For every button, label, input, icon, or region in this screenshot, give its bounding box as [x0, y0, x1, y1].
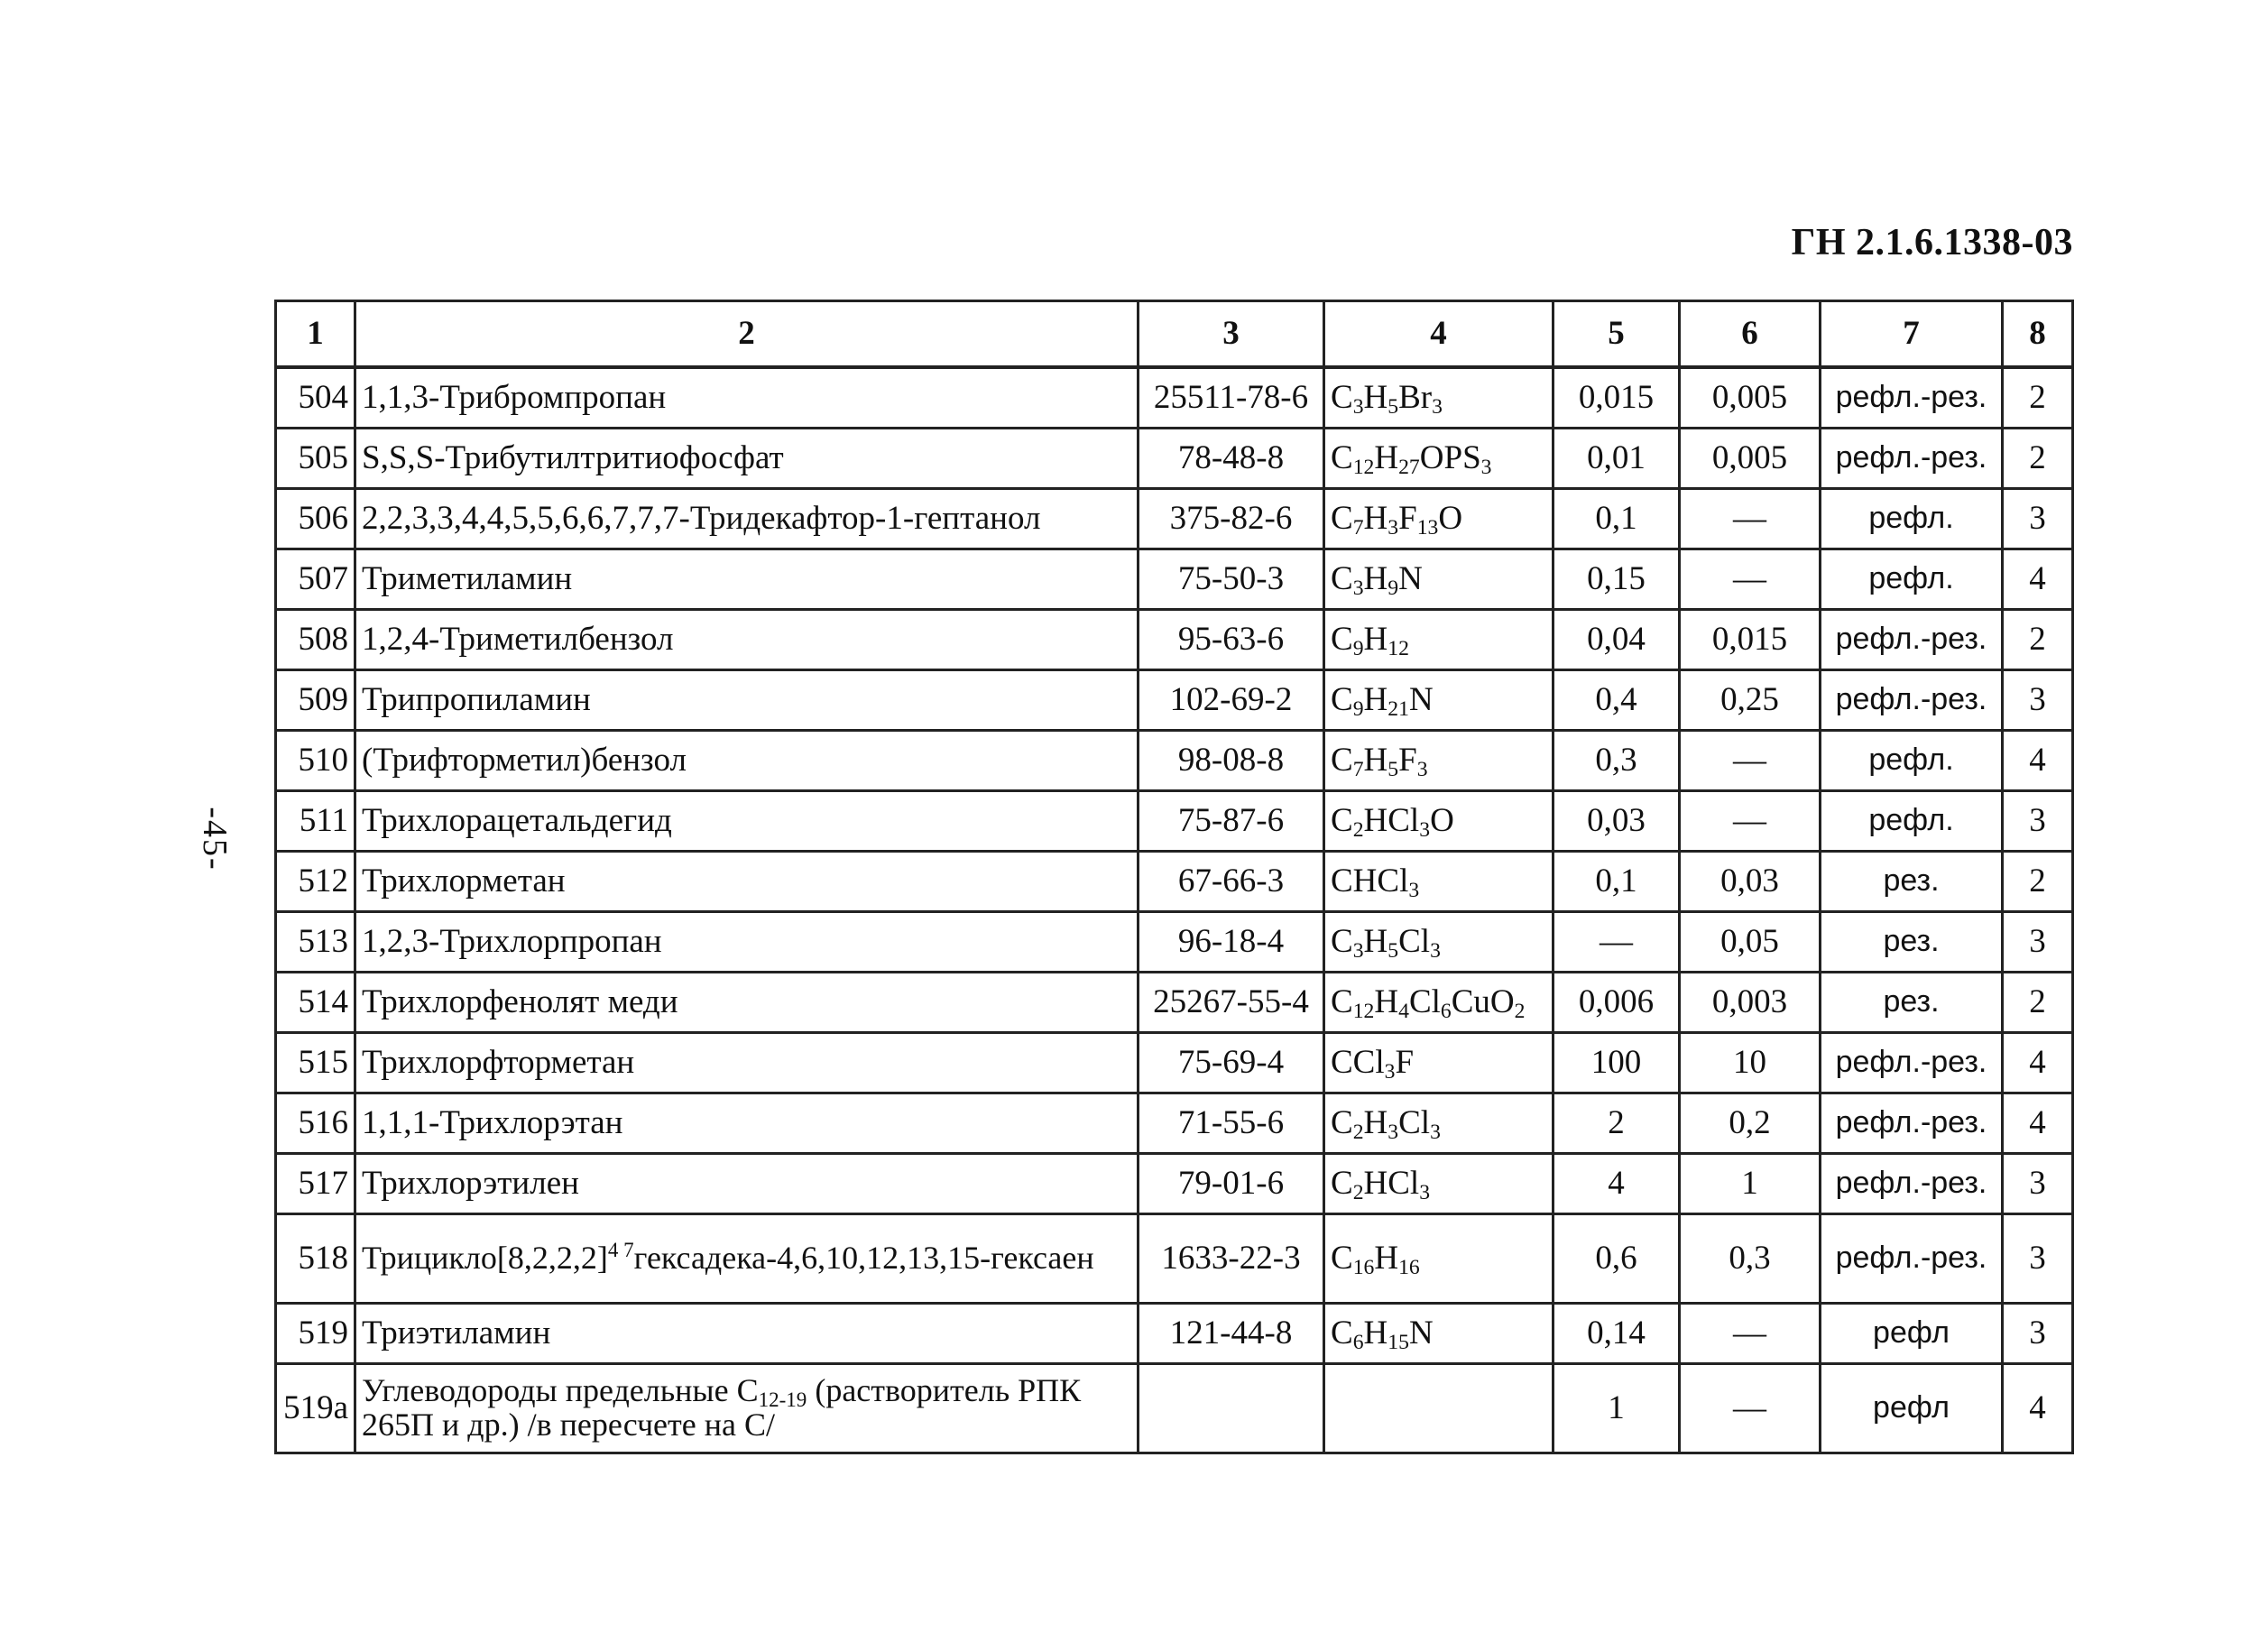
mpc-daily-average: 0,25: [1680, 670, 1821, 731]
column-header: 4: [1324, 301, 1553, 368]
substance-name: 1,2,4-Триметилбензол: [355, 610, 1139, 670]
table-row: [276, 367, 2073, 429]
mpc-max-single: 1: [1553, 1364, 1680, 1453]
table-row: [276, 973, 2073, 1033]
cas-number: 79-01-6: [1139, 1154, 1324, 1214]
hazard-class: 4: [2003, 1364, 2073, 1453]
substance-name: $Трицикло[8,2,2,2]^{4 7}гексадека-4,6,10,12,13,15$-гексаен: [355, 1214, 1139, 1304]
chemical-formula: [1324, 1364, 1553, 1453]
hazard-class: 4: [2003, 731, 2073, 791]
substance-name: Углеводороды предельные $C_{12-19}$ (растворитель РПК 265П и др.) /в пересчете на С/: [355, 1364, 1139, 1453]
chemical-formula: $C_{12}H_{27}OPS_3$: [1324, 429, 1553, 489]
table-row: [276, 1093, 2073, 1154]
table-row: [276, 1304, 2073, 1364]
table-row: [276, 610, 2073, 670]
hazard-effect: рефл: [1821, 1304, 2003, 1364]
chemical-formula: $C_3H_5Cl_3$: [1324, 912, 1553, 973]
hazard-class: 2: [2003, 973, 2073, 1033]
chemical-formula: $C_{16}H_{16}$: [1324, 1214, 1553, 1304]
hazard-class: 4: [2003, 1033, 2073, 1093]
chemical-formula: $C_9H_{12}$: [1324, 610, 1553, 670]
mpc-max-single: 0,4: [1553, 670, 1680, 731]
mpc-daily-average: 0,015: [1680, 610, 1821, 670]
hazard-effect: рефл.-рез.: [1821, 670, 2003, 731]
substance-name: 1,1,1-Трихлорэтан: [355, 1093, 1139, 1154]
hazard-effect: рефл.: [1821, 791, 2003, 852]
table-row: [276, 549, 2073, 610]
hazard-class: 3: [2003, 912, 2073, 973]
substance-name: (Трифторметил)бензол: [355, 731, 1139, 791]
cas-number: 78-48-8: [1139, 429, 1324, 489]
chemical-formula: $C_2HCl_3$: [1324, 1154, 1553, 1214]
row-number: 509: [276, 670, 355, 731]
table-row: [276, 791, 2073, 852]
mpc-daily-average: 0,005: [1680, 367, 1821, 429]
table-row: [276, 1154, 2073, 1214]
row-number: 515: [276, 1033, 355, 1093]
column-header: 2: [355, 301, 1139, 368]
mpc-daily-average: 10: [1680, 1033, 1821, 1093]
document-code: ГН 2.1.6.1338-03: [1791, 222, 2073, 263]
hazard-effect: рефл.-рез.: [1821, 367, 2003, 429]
row-number: 513: [276, 912, 355, 973]
cas-number: 75-69-4: [1139, 1033, 1324, 1093]
row-number: 517: [276, 1154, 355, 1214]
table-row: [276, 670, 2073, 731]
hazard-effect: рефл.-рез.: [1821, 1154, 2003, 1214]
mpc-max-single: —: [1553, 912, 1680, 973]
hazard-effect: рез.: [1821, 912, 2003, 973]
page-number: -45-: [196, 807, 234, 872]
row-number: 508: [276, 610, 355, 670]
hazard-class: 3: [2003, 791, 2073, 852]
table-row: [276, 912, 2073, 973]
hazard-effect: рефл.: [1821, 489, 2003, 549]
substance-name: Триметиламин: [355, 549, 1139, 610]
mpc-max-single: 0,1: [1553, 489, 1680, 549]
mpc-daily-average: —: [1680, 489, 1821, 549]
mpc-max-single: 0,04: [1553, 610, 1680, 670]
row-number: 504: [276, 367, 355, 429]
table-row: [276, 1364, 2073, 1453]
column-header: 5: [1553, 301, 1680, 368]
chemical-formula: CHCl$_3$: [1324, 852, 1553, 912]
hazard-effect: рефл.-рез.: [1821, 429, 2003, 489]
hazard-class: 4: [2003, 549, 2073, 610]
row-number: 519: [276, 1304, 355, 1364]
mpc-daily-average: 1: [1680, 1154, 1821, 1214]
mpc-daily-average: 0,3: [1680, 1214, 1821, 1304]
cas-number: 25267-55-4: [1139, 973, 1324, 1033]
hazard-class: 3: [2003, 670, 2073, 731]
row-number: 519a: [276, 1364, 355, 1453]
chemical-formula: $C_3H_5Br_3$: [1324, 367, 1553, 429]
cas-number: 67-66-3: [1139, 852, 1324, 912]
mpc-max-single: 0,15: [1553, 549, 1680, 610]
substance-name: 1,2,3-Трихлорпропан: [355, 912, 1139, 973]
chemical-formula: $C_{12}H_4Cl_6CuO_2$: [1324, 973, 1553, 1033]
hazard-effect: рефл: [1821, 1364, 2003, 1453]
mpc-daily-average: 0,03: [1680, 852, 1821, 912]
cas-number: 25511-78-6: [1139, 367, 1324, 429]
hazard-class: 2: [2003, 610, 2073, 670]
substance-name: Трихлорметан: [355, 852, 1139, 912]
table-header-row: [276, 301, 2073, 368]
hazard-effect: рез.: [1821, 852, 2003, 912]
row-number: 516: [276, 1093, 355, 1154]
cas-number: 1633-22-3: [1139, 1214, 1324, 1304]
chemical-formula: CCl$_3$F: [1324, 1033, 1553, 1093]
hazard-effect: рез.: [1821, 973, 2003, 1033]
cas-number: 75-50-3: [1139, 549, 1324, 610]
chemical-formula: $C_2H_3Cl_3$: [1324, 1093, 1553, 1154]
substance-name: Трихлорфенолят меди: [355, 973, 1139, 1033]
hazard-class: 3: [2003, 1214, 2073, 1304]
table-row: [276, 1214, 2073, 1304]
hazard-class: 3: [2003, 1304, 2073, 1364]
hazard-class: 3: [2003, 1154, 2073, 1214]
substance-name: 1,1,3-Трибромпропан: [355, 367, 1139, 429]
cas-number: 121-44-8: [1139, 1304, 1324, 1364]
cas-number: 96-18-4: [1139, 912, 1324, 973]
substance-name: Трихлорацетальдегид: [355, 791, 1139, 852]
mpc-daily-average: —: [1680, 1364, 1821, 1453]
row-number: 510: [276, 731, 355, 791]
hazard-effect: рефл.-рез.: [1821, 1214, 2003, 1304]
mpc-daily-average: —: [1680, 731, 1821, 791]
row-number: 512: [276, 852, 355, 912]
table-row: [276, 1033, 2073, 1093]
cas-number: 75-87-6: [1139, 791, 1324, 852]
hazard-effect: рефл.: [1821, 731, 2003, 791]
substance-name: Трихлорфторметан: [355, 1033, 1139, 1093]
mpc-daily-average: —: [1680, 549, 1821, 610]
row-number: 505: [276, 429, 355, 489]
substances-table: [274, 300, 2074, 1454]
cas-number: [1139, 1364, 1324, 1453]
substance-name: Трихлорэтилен: [355, 1154, 1139, 1214]
chemical-formula: $C_7H_5F_3$: [1324, 731, 1553, 791]
substance-name: Трипропиламин: [355, 670, 1139, 731]
chemical-formula: $C_6H_{15}N$: [1324, 1304, 1553, 1364]
chemical-formula: $C_7H_3F_{13}O$: [1324, 489, 1553, 549]
mpc-max-single: 0,01: [1553, 429, 1680, 489]
column-header: 6: [1680, 301, 1821, 368]
row-number: 511: [276, 791, 355, 852]
table-row: [276, 852, 2073, 912]
mpc-daily-average: 0,005: [1680, 429, 1821, 489]
mpc-max-single: 0,03: [1553, 791, 1680, 852]
mpc-max-single: 0,3: [1553, 731, 1680, 791]
cas-number: 102-69-2: [1139, 670, 1324, 731]
hazard-effect: рефл.-рез.: [1821, 1033, 2003, 1093]
chemical-formula: $C_9H_{21}N$: [1324, 670, 1553, 731]
substance-name: S,S,S-Трибутилтритиофосфат: [355, 429, 1139, 489]
chemical-formula: $C_2HCl_3O$: [1324, 791, 1553, 852]
mpc-max-single: 2: [1553, 1093, 1680, 1154]
column-header: 7: [1821, 301, 2003, 368]
table-row: [276, 731, 2073, 791]
column-header: 3: [1139, 301, 1324, 368]
row-number: 506: [276, 489, 355, 549]
hazard-effect: рефл.: [1821, 549, 2003, 610]
substance-name: 2,2,3,3,4,4,5,5,6,6,7,7,7-Тридекафтор-1-гептанол: [355, 489, 1139, 549]
table-row: [276, 489, 2073, 549]
cas-number: 95-63-6: [1139, 610, 1324, 670]
mpc-max-single: 0,6: [1553, 1214, 1680, 1304]
mpc-daily-average: —: [1680, 791, 1821, 852]
substance-name: Триэтиламин: [355, 1304, 1139, 1364]
mpc-max-single: 4: [1553, 1154, 1680, 1214]
hazard-effect: рефл.-рез.: [1821, 1093, 2003, 1154]
row-number: 507: [276, 549, 355, 610]
mpc-daily-average: 0,05: [1680, 912, 1821, 973]
cas-number: 375-82-6: [1139, 489, 1324, 549]
hazard-effect: рефл.-рез.: [1821, 610, 2003, 670]
table-row: [276, 429, 2073, 489]
mpc-daily-average: —: [1680, 1304, 1821, 1364]
row-number: 514: [276, 973, 355, 1033]
hazard-class: 2: [2003, 367, 2073, 429]
mpc-max-single: 0,14: [1553, 1304, 1680, 1364]
hazard-class: 2: [2003, 429, 2073, 489]
cas-number: 98-08-8: [1139, 731, 1324, 791]
mpc-max-single: 0,006: [1553, 973, 1680, 1033]
mpc-max-single: 0,015: [1553, 367, 1680, 429]
mpc-max-single: 100: [1553, 1033, 1680, 1093]
column-header: 1: [276, 301, 355, 368]
hazard-class: 3: [2003, 489, 2073, 549]
cas-number: 71-55-6: [1139, 1093, 1324, 1154]
column-header: 8: [2003, 301, 2073, 368]
mpc-daily-average: 0,2: [1680, 1093, 1821, 1154]
row-number: 518: [276, 1214, 355, 1304]
chemical-formula: $C_3H_9N$: [1324, 549, 1553, 610]
hazard-class: 4: [2003, 1093, 2073, 1154]
mpc-max-single: 0,1: [1553, 852, 1680, 912]
hazard-class: 2: [2003, 852, 2073, 912]
mpc-daily-average: 0,003: [1680, 973, 1821, 1033]
